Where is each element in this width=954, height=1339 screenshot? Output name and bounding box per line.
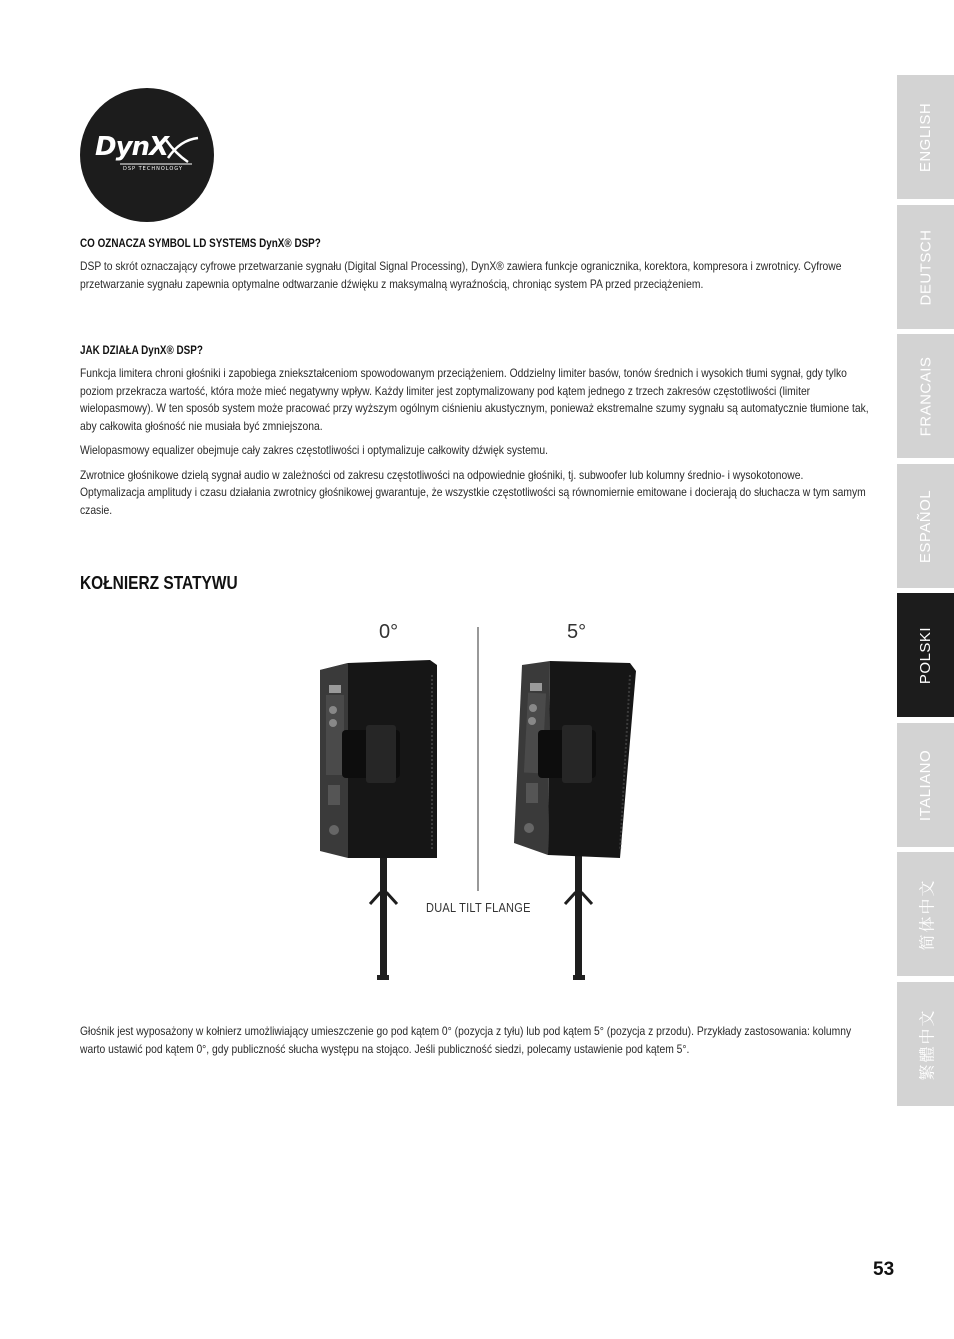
paragraph: Funkcja limitera chroni głośniki i zapobiega zniekształceniom spowodowanym przeciążeniem. Oddzielny limiter basów, tonów średnich i wysokich tłumi sygnał, gdy tylko poziom przekracza wartość, która może mieć negatywny wpływ. Każdy limiter jest zoptymalizowany pod kątem jednego z trzech zakresów częstotliwości (limiter wielopasmowy). W ten sposób system może pracować przy wyższym ogólnym ciśnieniu akustycznym, ponieważ ekstremalne szumy sygnału są automatycznie tłumione tak, aby całkowita głośność nie musiała być zmniejszona.	[80, 366, 869, 433]
tab-label: 繁體中文	[917, 1007, 937, 1081]
dual-tilt-flange-figure	[300, 615, 640, 980]
logo-brand-text: DynX	[95, 132, 169, 162]
tab-english[interactable]	[897, 75, 954, 199]
tab-polski[interactable]	[897, 593, 954, 717]
paragraph: Zwrotnice głośnikowe dzielą sygnał audio w zależności od zakresu częstotliwości na odpowiednie głośniki, tj. subwoofer lub kolumny średnio- i wysokotonowe. Optymalizacja amplitudy i czasu działania zwrotnicy głośnikowej gwarantuje, że wszystkie częstotliwości są równomiernie emitowane i docierają do słuchacza w tym samym czasie.	[80, 467, 866, 517]
speakers-illustration	[300, 615, 640, 980]
page-number: 53	[873, 1259, 895, 1280]
section-dynx-meaning	[80, 238, 870, 300]
tab-label: ENGLISH	[917, 102, 935, 172]
section-heading: JAK DZIAŁA DynX® DSP?	[80, 345, 203, 357]
angle-label-left: 0°	[379, 621, 399, 643]
flange-label: DUAL TILT FLANGE	[426, 901, 531, 915]
paragraph: Głośnik jest wyposażony w kołnierz umożliwiający umieszczenie go pod kątem 0° (pozycja z tyłu) lub pod kątem 5° (pozycja z przodu). Przykłady zastosowania: kolumny warto ustawić pod kątem 0°, gdy publiczność słucha występu na stojąco. Jeśli publiczność siedzi, polecamy ustawienie pod kątem 5°.	[80, 1024, 852, 1056]
tab-label: DEUTSCH	[917, 228, 935, 306]
section-title: KOŁNIERZ STATYWU	[80, 573, 238, 593]
section-heading: CO OZNACZA SYMBOL LD SYSTEMS DynX® DSP?	[80, 238, 321, 250]
paragraph: Wielopasmowy equalizer obejmuje cały zakres częstotliwości i optymalizuje całkowity dźwięk systemu.	[80, 443, 549, 457]
speaker-left-0deg	[320, 660, 437, 980]
angle-label-right: 5°	[567, 621, 587, 643]
tab-label: FRANCAIS	[917, 356, 934, 436]
section-dynx-how-it-works	[80, 345, 870, 526]
tab-francais[interactable]	[897, 334, 954, 458]
tab-traditional-chinese[interactable]	[897, 982, 954, 1106]
tab-italiano[interactable]	[897, 723, 954, 847]
tab-label: 简体中文	[917, 877, 937, 951]
tab-label: ESPAÑOL	[917, 489, 934, 563]
tab-label: POLSKI	[917, 626, 935, 684]
section-stand-flange	[80, 573, 870, 594]
dynx-logo	[80, 88, 214, 222]
tab-espanol[interactable]	[897, 464, 954, 588]
tab-deutsch[interactable]	[897, 205, 954, 329]
speaker-right-5deg	[514, 661, 636, 980]
logo-tagline: DSP TECHNOLOGY	[123, 166, 183, 172]
tab-simplified-chinese[interactable]	[897, 852, 954, 976]
section-stand-flange-text	[80, 1023, 870, 1065]
tab-label: ITALIANO	[917, 749, 934, 821]
paragraph: DSP to skrót oznaczający cyfrowe przetwarzanie sygnału (Digital Signal Processing), DynX® zawiera funkcje ogranicznika, korektora, kompresora i zwrotnicy. Cyfrowe przetwarzanie sygnału zapewnia optymalne odtwarzanie dźwięku z maksymalną wyraźnością, chroniąc system PA przed przeciążeniem.	[80, 259, 842, 291]
